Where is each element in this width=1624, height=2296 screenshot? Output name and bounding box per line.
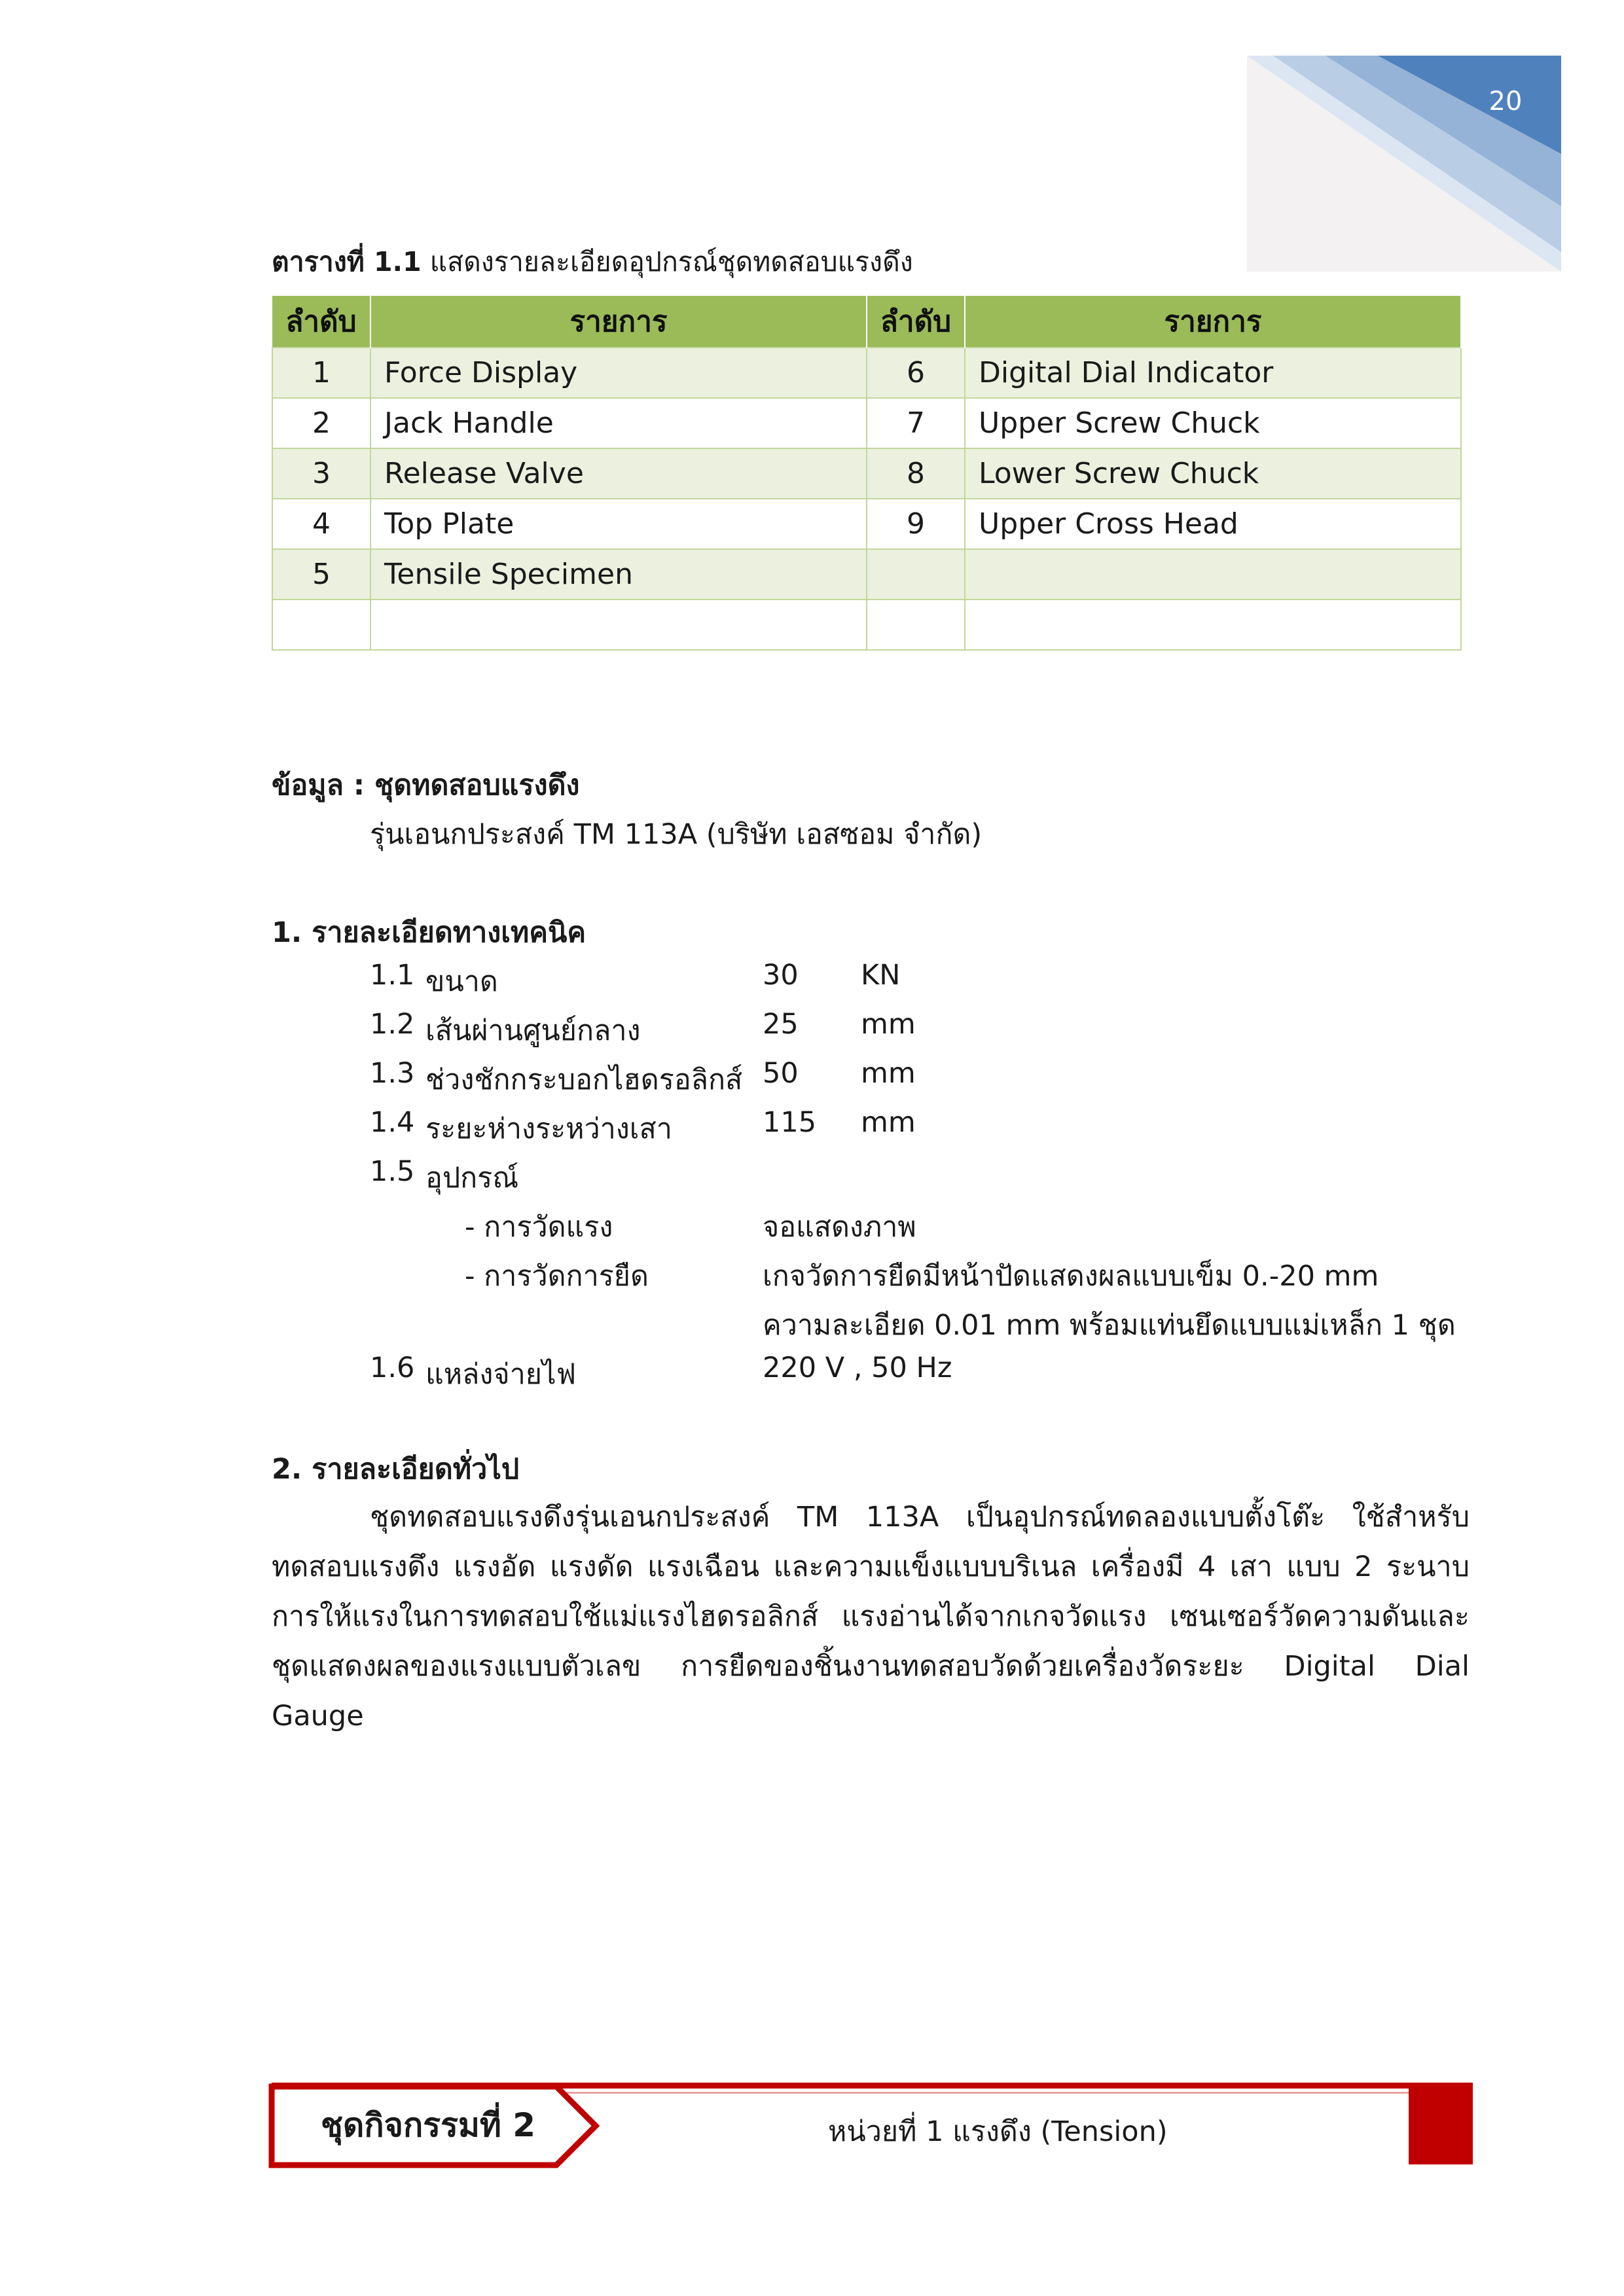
- table-cell: 5: [272, 549, 370, 600]
- spec-value: 115: [763, 1106, 817, 1139]
- spec-sub-label: - การวัดแรง: [465, 1211, 613, 1244]
- table-cell: Lower Screw Chuck: [965, 448, 1461, 499]
- spec-num: 1.3: [370, 1057, 415, 1090]
- spec-value: ความละเอียด 0.01 mm พร้อมแท่นยึดแบบแม่เหล็ก 1 ชุด: [763, 1309, 1456, 1342]
- table-cell: 1: [272, 348, 370, 398]
- table-cell: [867, 549, 965, 600]
- table-cell: 9: [867, 499, 965, 549]
- table-cell: Tensile Specimen: [370, 549, 867, 600]
- table-cell: [867, 600, 965, 650]
- table-cell: [965, 549, 1461, 600]
- table-cell: [370, 600, 867, 650]
- spec-label: ขนาด: [425, 965, 498, 998]
- info-heading: ข้อมูล : ชุดทดสอบแรงดึง: [272, 769, 580, 802]
- spec-num: 1.1: [370, 959, 415, 992]
- spec-unit: mm: [861, 1106, 916, 1139]
- table-row: [272, 348, 1461, 398]
- footer-unit-label: หน่วยที่ 1 แรงดึง (Tension): [828, 2115, 1168, 2148]
- table-row: [272, 398, 1461, 448]
- spec-value: เกจวัดการยืดมีหน้าปัดแสดงผลแบบเข็ม 0.-20 mm: [763, 1260, 1379, 1293]
- spec-unit: KN: [861, 959, 901, 992]
- spec-sub-label: - การวัดการยืด: [465, 1260, 649, 1293]
- spec-num: 1.4: [370, 1106, 415, 1139]
- spec-label: แหล่งจ่ายไฟ: [425, 1358, 577, 1391]
- spec-num: 1.2: [370, 1008, 415, 1041]
- table-cell: 8: [867, 448, 965, 499]
- header-item-1: รายการ: [370, 296, 867, 348]
- spec-num: 1.6: [370, 1352, 415, 1384]
- spec-value: 220 V , 50 Hz: [763, 1352, 952, 1384]
- footer-activity-label: ชุดกิจกรรมที่ 2: [321, 2106, 536, 2144]
- table-cell: Digital Dial Indicator: [965, 348, 1461, 398]
- table-cell: Upper Screw Chuck: [965, 398, 1461, 448]
- spec-label: ระยะห่างระหว่างเสา: [425, 1113, 672, 1145]
- footer-red-block: [1409, 2083, 1473, 2164]
- general-paragraph-text: ชุดทดสอบแรงดึงรุ่นเอนกประสงค์ TM 113A เป็นอุปกรณ์ทดลองแบบตั้งโต๊ะ ใช้สำหรับทดสอบแรงดึง แรงอัด แรงดัด แรงเฉือน และความแข็งแบบบริเนล เครื่องมี 4 เสา แบบ 2 ระนาบ การให้แรงในการทดสอบใช้แม่แรงไฮดรอลิกส์ แรงอ่านได้จากเกจวัดแรง เซนเซอร์วัดความดันและชุดแสดงผลของแรงแบบตัวเลข การยืดของชิ้นงานทดสอบวัดด้วยเครื่องวัดระยะ Digital Dial Gauge: [272, 1501, 1470, 1732]
- equipment-table: [272, 296, 1462, 651]
- header-no-2: ลำดับ: [867, 296, 965, 348]
- page-number: 20: [1489, 86, 1523, 117]
- table-cell: [272, 600, 370, 650]
- table-cell: Release Valve: [370, 448, 867, 499]
- table-cell: Upper Cross Head: [965, 499, 1461, 549]
- spec-label: ช่วงชักกระบอกไฮดรอลิกส์: [425, 1064, 743, 1096]
- header-item-2: รายการ: [965, 296, 1461, 348]
- table-cell: 2: [272, 398, 370, 448]
- table-row: [272, 448, 1461, 499]
- spec-num: 1.5: [370, 1155, 415, 1188]
- model-text: รุ่นเอนกประสงค์ TM 113A (บริษัท เอสซอม จำกัด): [370, 818, 983, 851]
- spec-value: จอแสดงภาพ: [763, 1211, 916, 1244]
- table-cell: 6: [867, 348, 965, 398]
- spec-value: 25: [763, 1008, 799, 1041]
- spec-value: 30: [763, 959, 799, 992]
- general-heading: 2. รายละเอียดทั่วไป: [272, 1453, 520, 1486]
- table-row: [272, 549, 1461, 600]
- table-caption: [272, 241, 913, 283]
- table-cell: 7: [867, 398, 965, 448]
- spec-value: 50: [763, 1057, 799, 1090]
- table-row: [272, 600, 1461, 650]
- table-cell: Top Plate: [370, 499, 867, 549]
- table-caption-text: แสดงรายละเอียดอุปกรณ์ชุดทดสอบแรงดึง: [429, 246, 913, 278]
- table-cell: 3: [272, 448, 370, 499]
- tech-heading: 1. รายละเอียดทางเทคนิค: [272, 916, 586, 949]
- table-header-row: [272, 296, 1461, 348]
- header-no-1: ลำดับ: [272, 296, 370, 348]
- spec-label: อุปกรณ์: [425, 1162, 519, 1194]
- spec-unit: mm: [861, 1008, 916, 1041]
- spec-unit: mm: [861, 1057, 916, 1090]
- table-cell: [965, 600, 1461, 650]
- table-cell: Jack Handle: [370, 398, 867, 448]
- table-caption-label: ตารางที่ 1.1: [272, 246, 422, 278]
- table-cell: 4: [272, 499, 370, 549]
- table-cell: Force Display: [370, 348, 867, 398]
- table-row: [272, 499, 1461, 549]
- spec-label: เส้นผ่านศูนย์กลาง: [425, 1014, 641, 1047]
- general-paragraph: [272, 1492, 1470, 1741]
